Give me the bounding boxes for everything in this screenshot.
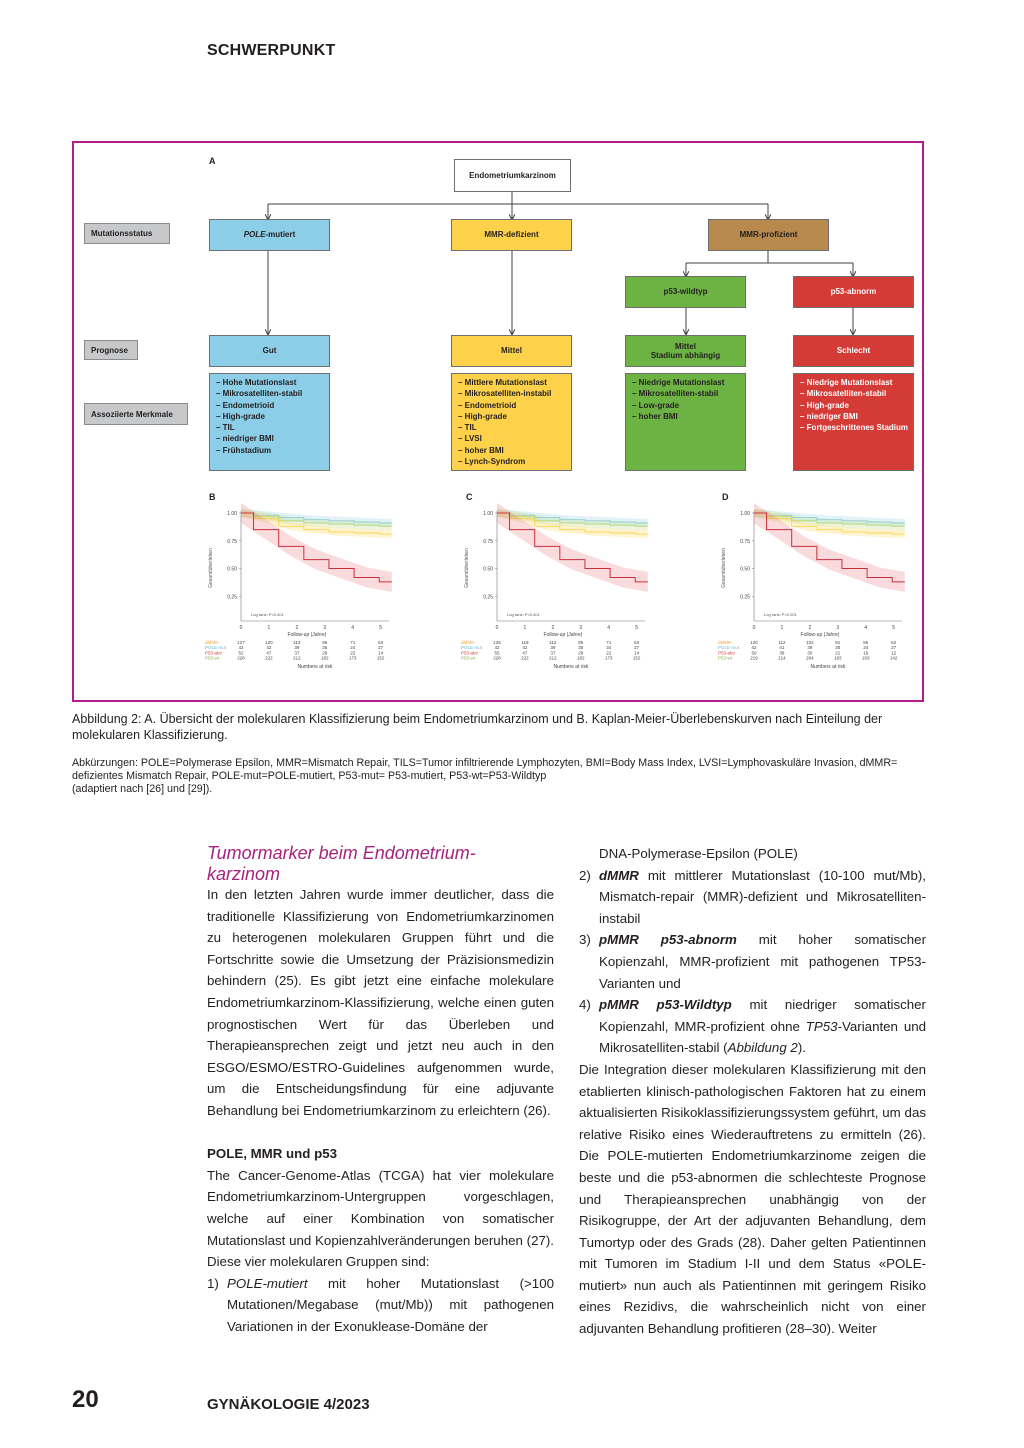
km-ytick: 1.00 — [740, 511, 750, 517]
km-ytick: 0.50 — [227, 566, 237, 573]
km-risk-value: 113 — [293, 640, 301, 645]
km-xtick: 5 — [892, 625, 896, 631]
km-ytick: 0.50 — [483, 566, 493, 573]
km-risk-value: 120 — [750, 640, 758, 645]
km-ytick: 1.00 — [227, 511, 237, 517]
km-risk-value: 35 — [322, 645, 328, 651]
km-xlabel: Follow-up (Jahre) — [543, 632, 583, 638]
km-plot-b — [203, 503, 403, 693]
journal-issue: GYNÄKOLOGIE 4/2023 — [207, 1396, 370, 1413]
panel-letter-b: B — [209, 492, 216, 502]
km-xtick: 1 — [267, 625, 271, 631]
km-risk-value: 34 — [863, 645, 869, 651]
km-xtick: 3 — [579, 625, 583, 631]
km-risk-value: 71 — [350, 640, 356, 645]
km-risk-value: 142 — [889, 655, 898, 661]
km-risk-label: P53-abn — [461, 650, 479, 656]
km-xtick: 1 — [523, 625, 527, 631]
km-risk-value: 42 — [751, 645, 757, 651]
km-risk-value: 183 — [834, 655, 842, 661]
km-risk-value: 152 — [632, 655, 641, 661]
abbreviations: Abkürzungen: POLE=Polymerase Epsilon, MMR=Mismatch Repair, TILS=Tumor infiltrierende Lymphozyten, BMI=Body Mass Index, LVSI=Lymphovaskuläre Invasion, dMMR= defizientes Mismatch Repair, POLE-mut=POLE-mutiert, P53-mut= P53-mutiert, P53-wt=P53-Wildtyp (adaptiert nach [26] und [29]). — [72, 757, 924, 796]
panel-letter-c: C — [466, 492, 473, 502]
km-risk-value: 39 — [807, 645, 813, 651]
km-risk-value: 52 — [238, 650, 244, 656]
list-item-2: 2) dMMR mit mittlerer Mutationslast (10-100 mut/Mb), Mismatch-repair (MMR)-defizient und Mikrosatelliten-instabil — [579, 867, 926, 926]
features-pole: – Hohe Mutationslast – Mikrosatelliten-stabil – Endometrioid – High-grade – TIL – niedriger BMI – Frühstadium — [209, 373, 330, 471]
km-risk-value: 228 — [493, 655, 501, 661]
list-item-3: 3) pMMR p53-abnorm mit hoher somatischer Kopienzahl, MMR-profizient mit pathogenen TP53-Varianten und — [579, 932, 926, 991]
km-risk-value: 204 — [806, 655, 814, 661]
km-xtick: 5 — [379, 625, 383, 631]
km-risk-value: 127 — [237, 640, 245, 645]
km-ytick: 0.50 — [740, 566, 750, 573]
km-risk-value: 34 — [606, 645, 612, 651]
km-risk-title: Numbers at risk — [810, 664, 846, 670]
source-note: (adaptiert nach [26] und [29]). — [72, 783, 213, 795]
km-plot-d — [716, 503, 916, 693]
km-risk-value: 27 — [378, 645, 384, 651]
km-risk-label: dMMR — [718, 640, 732, 645]
km-risk-value: 38 — [779, 650, 785, 656]
km-ytick: 0.75 — [483, 538, 493, 545]
km-risk-value: 42 — [494, 645, 500, 651]
list-item-4: 4) pMMR p53-Wildtyp mit niedriger somatischer Kopienzahl, MMR-profizient ohne TP53-Varianten und Mikrosatelliten-stabil (Abbildung 2). — [579, 997, 926, 1056]
km-risk-value: 21 — [835, 650, 841, 656]
km-ytick: 0.25 — [227, 594, 237, 601]
status-p53-wildtype: p53-wildtyp — [625, 276, 746, 308]
km-logrank: Log rank: P<0.001 — [764, 612, 797, 617]
km-risk-value: 41 — [779, 645, 785, 651]
km-risk-value: 30 — [807, 650, 813, 656]
km-risk-value: 47 — [266, 650, 272, 656]
km-risk-value: 22 — [606, 650, 612, 656]
km-risk-value: 119 — [521, 640, 529, 645]
km-risk-value: 102 — [806, 640, 814, 645]
km-risk-value: 91 — [835, 640, 841, 645]
km-risk-label: P53-wt — [718, 655, 733, 661]
km-risk-value: 55 — [494, 650, 500, 656]
features-mmr-deficient: – Mittlere Mutationslast – Mikrosatelliten-instabil – Endometrioid – High-grade – TIL – LVSI – hoher BMI – Lynch-Syndrom — [451, 373, 572, 471]
right-column — [579, 843, 926, 1340]
km-ytick: 0.25 — [740, 594, 750, 601]
km-risk-value: 42 — [238, 645, 244, 651]
km-risk-value: 37 — [294, 650, 300, 656]
km-risk-label: P53-wt — [205, 655, 220, 661]
km-xtick: 4 — [351, 625, 355, 631]
km-risk-label: POLE-mut — [718, 645, 740, 651]
km-risk-value: 42 — [522, 645, 528, 651]
km-ytick: 1.00 — [483, 511, 493, 517]
list-item-1-continued: DNA-Polymerase-Epsilon (POLE) — [599, 846, 798, 861]
km-xtick: 5 — [635, 625, 639, 631]
km-risk-value: 152 — [376, 655, 385, 661]
km-risk-value: 22 — [350, 650, 356, 656]
features-p53-wildtype: – Niedrige Mutationslast – Mikrosatelliten-stabil – Low-grade – hoher BMI — [625, 373, 746, 471]
km-xlabel: Follow-up (Jahre) — [800, 632, 840, 638]
km-risk-value: 222 — [521, 655, 529, 661]
km-logrank: Log rank: P<0.001 — [251, 612, 284, 617]
intro-paragraph: In den letzten Jahren wurde immer deutlicher, dass die traditionelle Klassifizierung von Endometriumkarzinomen zu heterogenen molekularen Gruppen führt und die Fortschritte sowie die Umsetzung der Präzisionsmedizin behindern (25). Es gibt jetzt eine einfache molekulare Endometriumkarzinom-Klassifizierung, welche einen guten prognostischen Wert für das Überleben und Therapieansprechen zeigt und jetzt neu auch in den ESGO/ESMO/ESTRO-Guidelines aufgenommen wurde, um die Entscheidungsfindung für eine adjuvante Behandlung bei Endometriumkarzinom zu erleichtern (26). — [207, 887, 554, 1118]
km-risk-value: 27 — [891, 645, 897, 651]
km-risk-value: 35 — [835, 645, 841, 651]
km-risk-label: P53-wt — [461, 655, 476, 661]
status-mmr-deficient: MMR-defizient — [451, 219, 572, 251]
panel-letter-a: A — [209, 156, 216, 166]
km-xtick: 2 — [551, 625, 555, 631]
km-risk-value: 112 — [778, 640, 786, 645]
km-risk-value: 71 — [606, 640, 612, 645]
section-label: SCHWERPUNKT — [207, 42, 336, 59]
km-xlabel: Follow-up (Jahre) — [287, 632, 327, 638]
km-risk-value: 28 — [578, 650, 584, 656]
integration-paragraph: Die Integration dieser molekularen Klassifizierung mit den etablierten klinisch-pathologischen Faktoren hat zu einem aktualisierten Risikoklassifizierungssystem geführt, um das relative Risiko eines Wiederauftretens zu ermitteln (26). Die POLE-mutierten Endometriumkarzinome zeigen die beste und die p53-abnormen die schlechteste Prognose und Therapieansprechen unabhängig von der Risikogruppe, der Art der adjuvanten Behandlung, dem Tumortyp oder des Grads (28). Daher gelten Patientinnen mit Tumoren im Stadium I-II und dem Status «POLE-mutiert» nun auch als Patientinnen mit geringem Risiko eines Rezidivs, die wahrscheinlich nicht von einer adjuvanten Behandlung profitieren (28–30). Weiter — [579, 1061, 926, 1337]
km-risk-value: 163 — [861, 655, 870, 661]
km-risk-value: 24 — [350, 645, 356, 651]
km-ylabel: Gesamtüberleben — [464, 548, 470, 588]
km-xtick: 2 — [295, 625, 299, 631]
km-risk-label: P53-abn — [718, 650, 736, 656]
km-risk-value: 214 — [778, 655, 786, 661]
km-risk-value: 27 — [634, 645, 640, 651]
km-risk-value: 50 — [751, 650, 757, 656]
km-xtick: 4 — [864, 625, 868, 631]
km-risk-value: 96 — [322, 640, 328, 645]
km-risk-value: 173 — [604, 655, 613, 661]
features-p53-abnormal: – Niedrige Mutationslast – Mikrosatelliten-stabil – High-grade – niedriger BMI – Fortgeschrittenes Stadium — [793, 373, 914, 471]
page-number: 20 — [72, 1386, 99, 1413]
tcga-paragraph: The Cancer-Genome-Atlas (TCGA) hat vier molekulare Endometriumkarzinom-Untergruppen vorgeschlagen, welche auf einer Kombination von somatischer Mutationslast und Kopienzahlveränderungen beruhen (27). Diese vier molekularen Gruppen sind: — [207, 1167, 554, 1270]
km-risk-title: Numbers at risk — [553, 664, 589, 670]
km-xtick: 4 — [607, 625, 611, 631]
km-risk-value: 47 — [522, 650, 528, 656]
prognosis-pole: Gut — [209, 335, 330, 367]
km-risk-value: 120 — [265, 640, 273, 645]
km-risk-value: 14 — [378, 650, 384, 656]
km-risk-value: 228 — [237, 655, 245, 661]
km-ytick: 0.25 — [483, 594, 493, 601]
km-risk-label: dMMR — [461, 640, 475, 645]
row-label-features: Assoziierte Merkmale — [84, 403, 188, 425]
km-ytick: 0.75 — [227, 538, 237, 545]
km-risk-value: 126 — [493, 640, 501, 645]
km-risk-label: POLE-mut — [205, 645, 227, 651]
km-xtick: 3 — [836, 625, 840, 631]
km-risk-value: 63 — [634, 640, 640, 645]
km-risk-label: POLE-mut — [461, 645, 483, 651]
km-risk-title: Numbers at risk — [297, 664, 333, 670]
km-risk-value: 39 — [294, 645, 300, 651]
km-risk-value: 222 — [265, 655, 273, 661]
km-xtick: 0 — [239, 625, 243, 631]
km-risk-value: 39 — [550, 645, 556, 651]
km-risk-value: 63 — [378, 640, 384, 645]
km-ylabel: Gesamtüberleben — [208, 548, 214, 588]
left-column — [207, 884, 554, 1337]
km-risk-value: 112 — [549, 640, 557, 645]
km-plot-c — [459, 503, 659, 693]
panel-letter-d: D — [722, 492, 729, 502]
km-risk-value: 28 — [322, 650, 328, 656]
km-risk-value: 182 — [577, 655, 585, 661]
km-xtick: 3 — [323, 625, 327, 631]
km-xtick: 2 — [808, 625, 812, 631]
prognosis-mmr-deficient: Mittel — [451, 335, 572, 367]
km-risk-value: 219 — [750, 655, 758, 661]
km-risk-value: 12 — [891, 650, 897, 656]
km-risk-value: 14 — [634, 650, 640, 656]
km-ylabel: Gesamtüberleben — [721, 548, 727, 588]
km-risk-value: 37 — [550, 650, 556, 656]
km-risk-label: dMMR — [205, 640, 219, 645]
km-risk-value: 85 — [578, 640, 584, 645]
subheading: POLE, MMR und p53 — [207, 1146, 338, 1162]
status-pole: POLE -mutiert — [209, 219, 330, 251]
km-ytick: 0.75 — [740, 538, 750, 545]
status-p53-abnormal: p53-abnorm — [793, 276, 914, 308]
list-item-1: 1) POLE-mutiert mit hoher Mutationslast (>100 Mutationen/Megabase (mut/Mb)) mit pathogenen Variationen in der Exonuklease-Domäne der — [207, 1275, 554, 1334]
km-risk-value: 62 — [891, 640, 897, 645]
km-risk-value: 66 — [863, 640, 869, 645]
km-risk-label: P53-abn — [205, 650, 223, 656]
row-label-mutation: Mutationsstatus — [84, 223, 170, 244]
root-node: Endometriumkarzinom — [454, 159, 571, 192]
km-xtick: 1 — [780, 625, 784, 631]
km-risk-value: 212 — [293, 655, 301, 661]
article-heading: Tumormarker beim Endometrium-karzinom — [207, 843, 476, 884]
prognosis-p53-wildtype: Mittel Stadium abhängig — [625, 335, 746, 367]
km-risk-value: 42 — [266, 645, 272, 651]
km-logrank: Log rank: P<0.001 — [507, 612, 540, 617]
figure-caption: Abbildung 2: A. Übersicht der molekularen Klassifizierung beim Endometriumkarzinom und B. Kaplan-Meier-Überlebenskurven nach Einteilung der molekularen Klassifizierung. — [72, 712, 883, 742]
km-risk-value: 212 — [549, 655, 557, 661]
km-risk-value: 182 — [321, 655, 329, 661]
km-xtick: 0 — [752, 625, 756, 631]
km-risk-value: 30 — [578, 645, 584, 651]
km-xtick: 0 — [495, 625, 499, 631]
km-risk-value: 173 — [348, 655, 357, 661]
row-label-prognosis: Prognose — [84, 340, 138, 360]
prognosis-p53-abnormal: Schlecht — [793, 335, 914, 367]
status-mmr-proficient: MMR-profizient — [708, 219, 829, 251]
km-risk-value: 16 — [863, 650, 869, 656]
